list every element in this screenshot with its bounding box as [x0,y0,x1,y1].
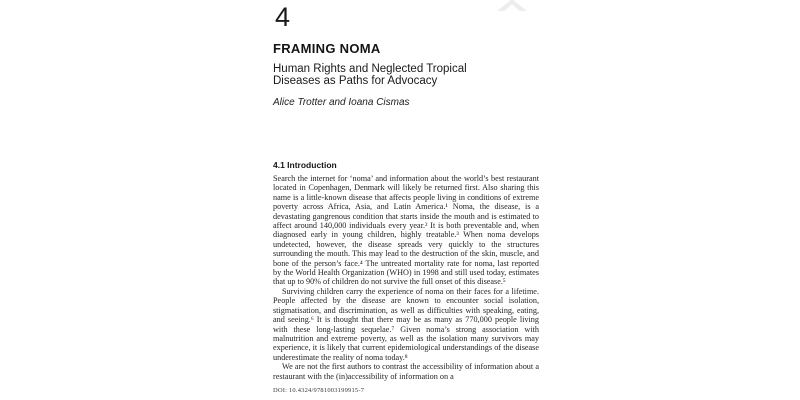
chapter-number: 4 [275,2,291,32]
chapter-subtitle: Human Rights and Neglected Tropical Diseases as Paths for Advocacy [273,63,467,87]
paragraph-2: Surviving children carry the experience of noma on their faces for a lifetime. People affected by the disease are known to encounter social isolation, stigmatisation, and discrimination, as well as difficulties with speaking, eating, and seeing.⁶ It is thought that there may be as many as 770,000 people living with these long-lasting sequelae.⁷ Given noma’s strong association with malnutrition and extreme poverty, as well as the isolation many survivors may experience, it is likely that current epidemiological understandings of the disease underestimate the reality of noma today.⁸ [273,286,539,362]
section-heading: 4.1 Introduction [273,160,337,170]
authors-line: Alice Trotter and Ioana Cismas [273,97,410,108]
book-page [273,3,539,381]
doi-footnote: DOI: 10.4324/9781003199915-7 [273,387,539,394]
chapter-title: FRAMING NOMA [273,41,381,56]
paragraph-1: Search the internet for ‘noma’ and information about the world’s best restaurant located in Copenhagen, Denmark will likely be returned first. Also sharing this name is a little-known disease that affects people living in conditions of extreme poverty across Africa, Asia, and Latin America.¹ Noma, the disease, is a devastating gangrenous condition that starts inside the mouth and is estimated to affect around 140,000 individuals every year.² It is both preventable and, when diagnosed early in young children, highly treatable.³ When noma develops undetected, however, the disease spreads very quickly to the structures surrounding the mouth. This may lead to the destruction of the skin, muscle, and bone of the person’s face.⁴ The untreated mortality rate for noma, last reported by the World Health Organization (WHO) in 1998 and still used today, estimates that up to 90% of children do not survive the full onset of this disease.⁵ [273,174,539,287]
paragraph-3: We are not the first authors to contrast the accessibility of information about a restaurant with the (in)accessibility of information on a [273,362,539,381]
body-text [273,174,539,381]
